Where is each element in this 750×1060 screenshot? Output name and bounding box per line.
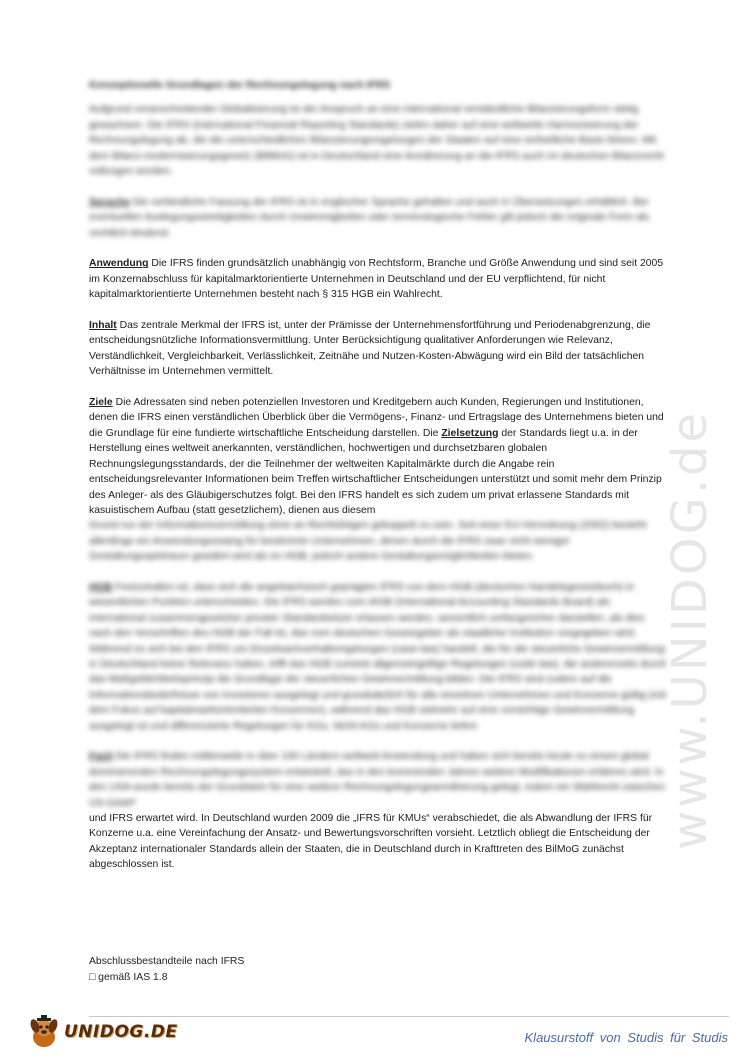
hgb-paragraph <box>89 580 669 734</box>
ziele-text-1: Die Adressaten sind neben potenziellen Investoren und Kreditgebern auch Kunden, Regierungen und Institutionen, denen die IFRS einen verständlichen Überblick über die Vermögens-, Finanz- und Ertragslage des Unternehmens bieten und die Grundlage für eine fundierte wirtschaftliche Entscheidung darstellen. Die <box>89 397 664 439</box>
watermark: www.UNIDOG.de <box>662 409 718 851</box>
footer-divider <box>89 1016 729 1017</box>
anwendung-heading: Anwendung <box>89 258 149 270</box>
ziele-heading: Ziele <box>89 397 113 409</box>
ziele-text-2: der Standards liegt u.a. in der Herstellung eines weltweit anerkannten, verständlichen, hochwertigen und durchsetzbaren globalen Rechnungslegungsstandards, der die Teilnehmer der weltweiten Kapitalmärkte durch die Angabe rein entscheidungsrelevanter Informationen beim Treffen wirtschaftlicher Entscheidungen unterstützt und somit mehr dem Prinzip des Anleger- als des Gläubigerschutzes folgt. Bei den IFRS handelt es sich zudem um privat erlassene Standards mit kasuistischem Aufbau (statt gesetzlichem), dienen aus diesem <box>89 427 662 516</box>
sprache-heading: Sprache <box>89 196 131 208</box>
fazit-paragraph <box>89 749 669 872</box>
document-body <box>89 78 669 888</box>
fazit-visible: und IFRS erwartet wird. In Deutschland wurden 2009 die „IFRS für KMUs“ verabschiedet, die als Abwandlung der IFRS für Konzerne u.a. eine Vereinfachung der Ansatz- und Bewertungsvorschriften vorsieht. Letztlich obliegt die Entscheidung der Akzeptanz internationaler Standards allein der Staaten, die in Deutschland durch in Krafttreten des BilMoG zunächst abgeschlossen ist. <box>89 813 653 871</box>
anwendung-paragraph <box>89 256 669 302</box>
fazit-heading: Fazit <box>89 751 113 763</box>
fazit-blur-text: Die IFRS finden mittlerweile in über 100 Ländern weltweit Anwendung und haben sich bereits heute zu einem global dominierenden Rechnungslegungssystem entwickelt, das in den kommenden Jahren weitere Modifikationen erfahren wird. In den USA wurde bereits der Grundstein für eine weitere Rechnungslegungsannäherung gelegt, indem ein Wahlrecht zwischen US-GAAP <box>89 751 666 809</box>
fazit-blurred <box>89 749 669 811</box>
ziele-blurred: Grund nur der Informationsvermittlung ohne an Rechtsfolgen gekoppelt zu sein. Seit einer EU-Verordnung (2002) besteht allerdings ein Anwendungszwang für bestimmte Unternehmen, denen durch die IFRS zwar nicht weniger Gestaltungsspielraum gewährt wird als im HGB, jedoch andere Gestaltungsmöglichkeiten bieten. <box>89 520 647 563</box>
hgb-text: Festzuhalten ist, dass sich die angelsächsisch geprägten IFRS von dem HGB (deutsches Handelsgesetzbuch) in wesentlichen Punkten unterscheiden. Die IFRS werden vom IASB (International Accounting Standards Board) als international zusammengesetzter privater Standardsetzer erlassen werden, wesentlich umfangreicher darstellen, als dies nach den Vorschriften des HGB der Fall ist, das vom deutschen Gesetzgeber als staatliche Institution vorgegeben wird. Während es sich bei den IFRS um Einzelsachverhaltsregelungen (case-law) handelt, die für die steuerliche Gewinnermittlung in Deutschland keine Relevanz haben, trifft das HGB zumeist allgemeingültige Regelungen (code law), die andererseits durch das Maßgeblichkeitsprinzip die Grundlage der steuerlichen Gewinnermittlung bilden. Die IFRS sind zudem auf die Informationsbedürfnisse von Investoren ausgelegt und grundsätzlich für alle einzelnen Unternehmen und Konzerne gültig (mit dem Fokus auf kapitalmarktorientierten Konzernen), während das HGB vielmehr auf eine vorsichtige Gewinnermittlung ausgelegt ist und differenzierte Regelungen für KGs, Nicht-KGs und Konzerne liefert. <box>89 581 667 732</box>
logo-text: UNIDOG.DE <box>64 1022 178 1042</box>
sprache-text: Die verbindliche Fassung der IFRS ist in englischer Sprache gehalten und auch in Übersetzungen erhältlich. Bei eventuellen Auslegungsstreitigkeiten durch Unstimmigkeiten oder terminologische Fehler gilt jedoch die originale Form als rechtlich bindend. <box>89 196 650 239</box>
notes <box>89 954 244 986</box>
note-ias: □ gemäß IAS 1.8 <box>89 972 168 983</box>
ziele-paragraph <box>89 395 669 564</box>
dog-icon <box>26 1014 62 1050</box>
anwendung-text: Die IFRS finden grundsätzlich unabhängig von Rechtsform, Branche und Größe Anwendung und sind seit 2005 im Konzernabschluss für kapitalmarktorientierte Unternehmen in Deutschland und der EU verpflichtend, für nicht kapitalmarktorientierte Unternehmen besteht nach § 315 HGB ein Wahlrecht. <box>89 258 664 301</box>
footer-slogan: Klausurstoff von Studis für Studis <box>524 1030 728 1045</box>
intro-paragraph <box>89 102 669 179</box>
inhalt-paragraph <box>89 318 669 380</box>
sprache-paragraph <box>89 195 669 241</box>
hgb-heading: HGB <box>89 581 113 593</box>
inhalt-text: Das zentrale Merkmal der IFRS ist, unter der Prämisse der Unternehmensfortführung und Periodenabgrenzung, die entscheidungsnützliche Informationsvermittlung. Unter Berücksichtigung qualitativer Anforderungen wie Relevanz, Verständlichkeit, Vergleichbarkeit, Verlässlichkeit, Zeitnähe und Nutzen-Kosten-Abwägung wird ein Bild der tatsächlichen Verhältnisse im Unternehmen vermittelt. <box>89 320 651 378</box>
unidog-logo[interactable] <box>26 1012 178 1052</box>
intro-text: Aufgrund voranschreitender Globalisierung ist der Anspruch an eine international verständliche Bilanzierungsform stetig gewachsen. Die IFRS (International Financial Reporting Standards) zielen daher auf eine weltweite Harmonisierung der Rechnungslegung ab, die die unterschiedlichen Bilanzierungsregelungen der Staaten auf eine einheitliche Basis führen. Mit dem Bilanz-modernisierungsgesetz (BilMoG) ist in Deutschland eine Annäherung an die IFRS auch im deutschen Bilanzrecht vollzogen worden. <box>89 104 664 178</box>
ziele-visible <box>89 395 669 518</box>
inhalt-heading: Inhalt <box>89 320 117 332</box>
note-abschluss: Abschlussbestandteile nach IFRS <box>89 956 245 967</box>
document-title: Konzeptionelle Grundlagen der Rechnungslegung nach IFRS <box>89 80 391 91</box>
zielsetzung-keyword: Zielsetzung <box>441 427 499 439</box>
